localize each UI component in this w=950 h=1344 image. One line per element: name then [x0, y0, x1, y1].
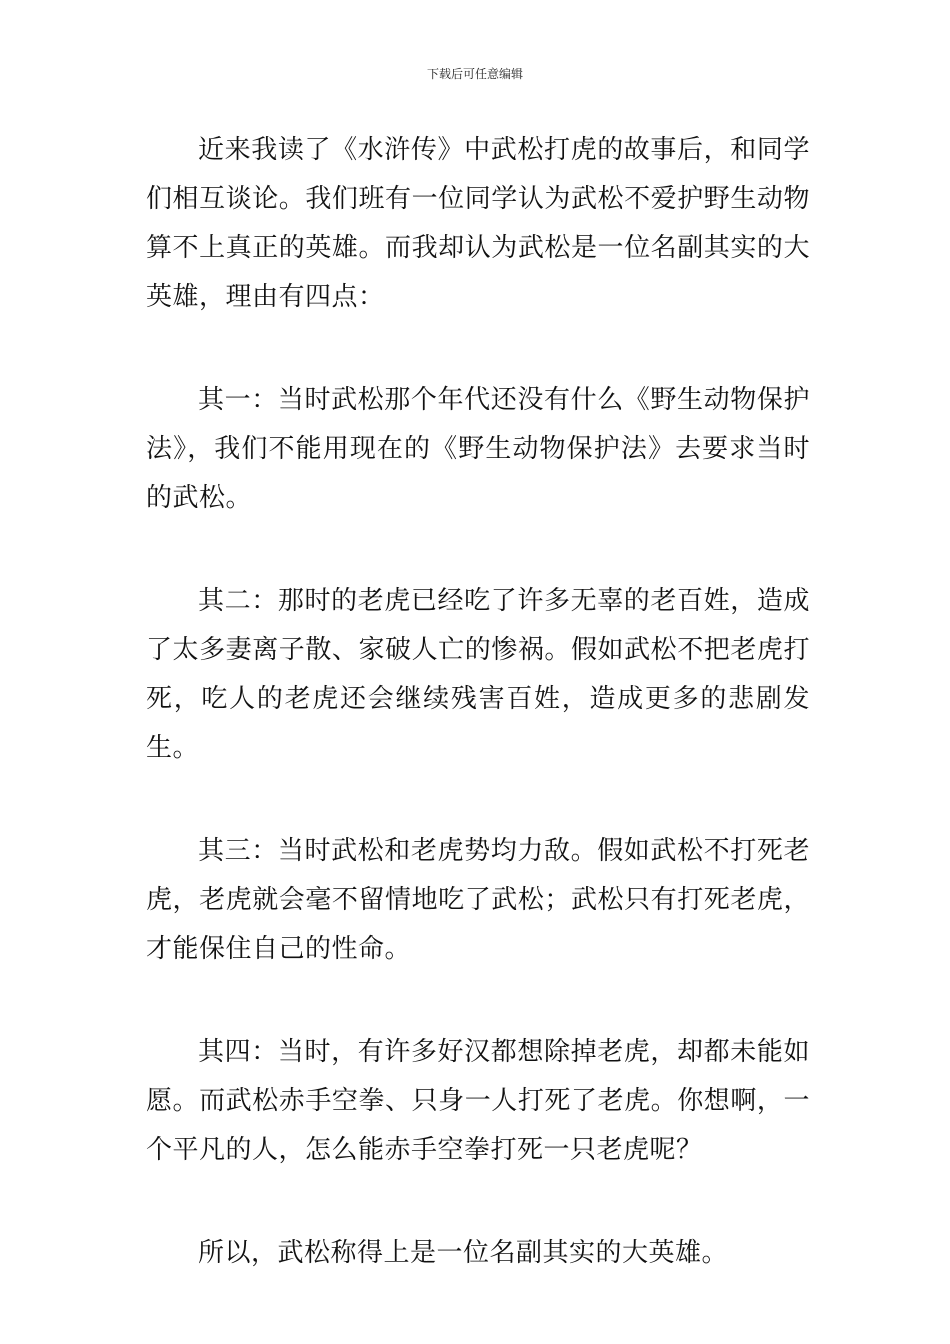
- document-body: [146, 126, 810, 1278]
- paragraph-gap: [146, 974, 810, 1028]
- paragraph-gap: [146, 523, 810, 577]
- paragraph-reason-4: 其四：当时，有许多好汉都想除掉老虎，却都未能如愿。而武松赤手空拳、只身一人打死了老虎。你想啊，一个平凡的人，怎么能赤手空拳打死一只老虎呢？: [146, 1037, 810, 1165]
- paragraph-intro: 近来我读了《水浒传》中武松打虎的故事后，和同学们相互谈论。我们班有一位同学认为武松不爱护野生动物算不上真正的英雄。而我却认为武松是一位名副其实的大英雄，理由有四点：: [146, 135, 810, 312]
- paragraph-gap: [146, 322, 810, 376]
- paragraph-gap: [146, 773, 810, 827]
- paragraph-conclusion: 所以，武松称得上是一位名副其实的大英雄。: [198, 1238, 729, 1268]
- paragraph-reason-3: 其三：当时武松和老虎势均力敌。假如武松不打死老虎，老虎就会毫不留情地吃了武松；武松只有打死老虎，才能保住自己的性命。: [146, 836, 810, 964]
- paragraph-reason-2: 其二：那时的老虎已经吃了许多无辜的老百姓，造成了太多妻离子散、家破人亡的惨祸。假如武松不把老虎打死，吃人的老虎还会继续残害百姓，造成更多的悲剧发生。: [146, 586, 810, 763]
- paragraph-reason-1: 其一：当时武松那个年代还没有什么《野生动物保护法》，我们不能用现在的《野生动物保护法》去要求当时的武松。: [146, 385, 810, 513]
- paragraph-gap: [146, 1175, 810, 1229]
- page-header-note: 下载后可任意编辑: [426, 67, 523, 81]
